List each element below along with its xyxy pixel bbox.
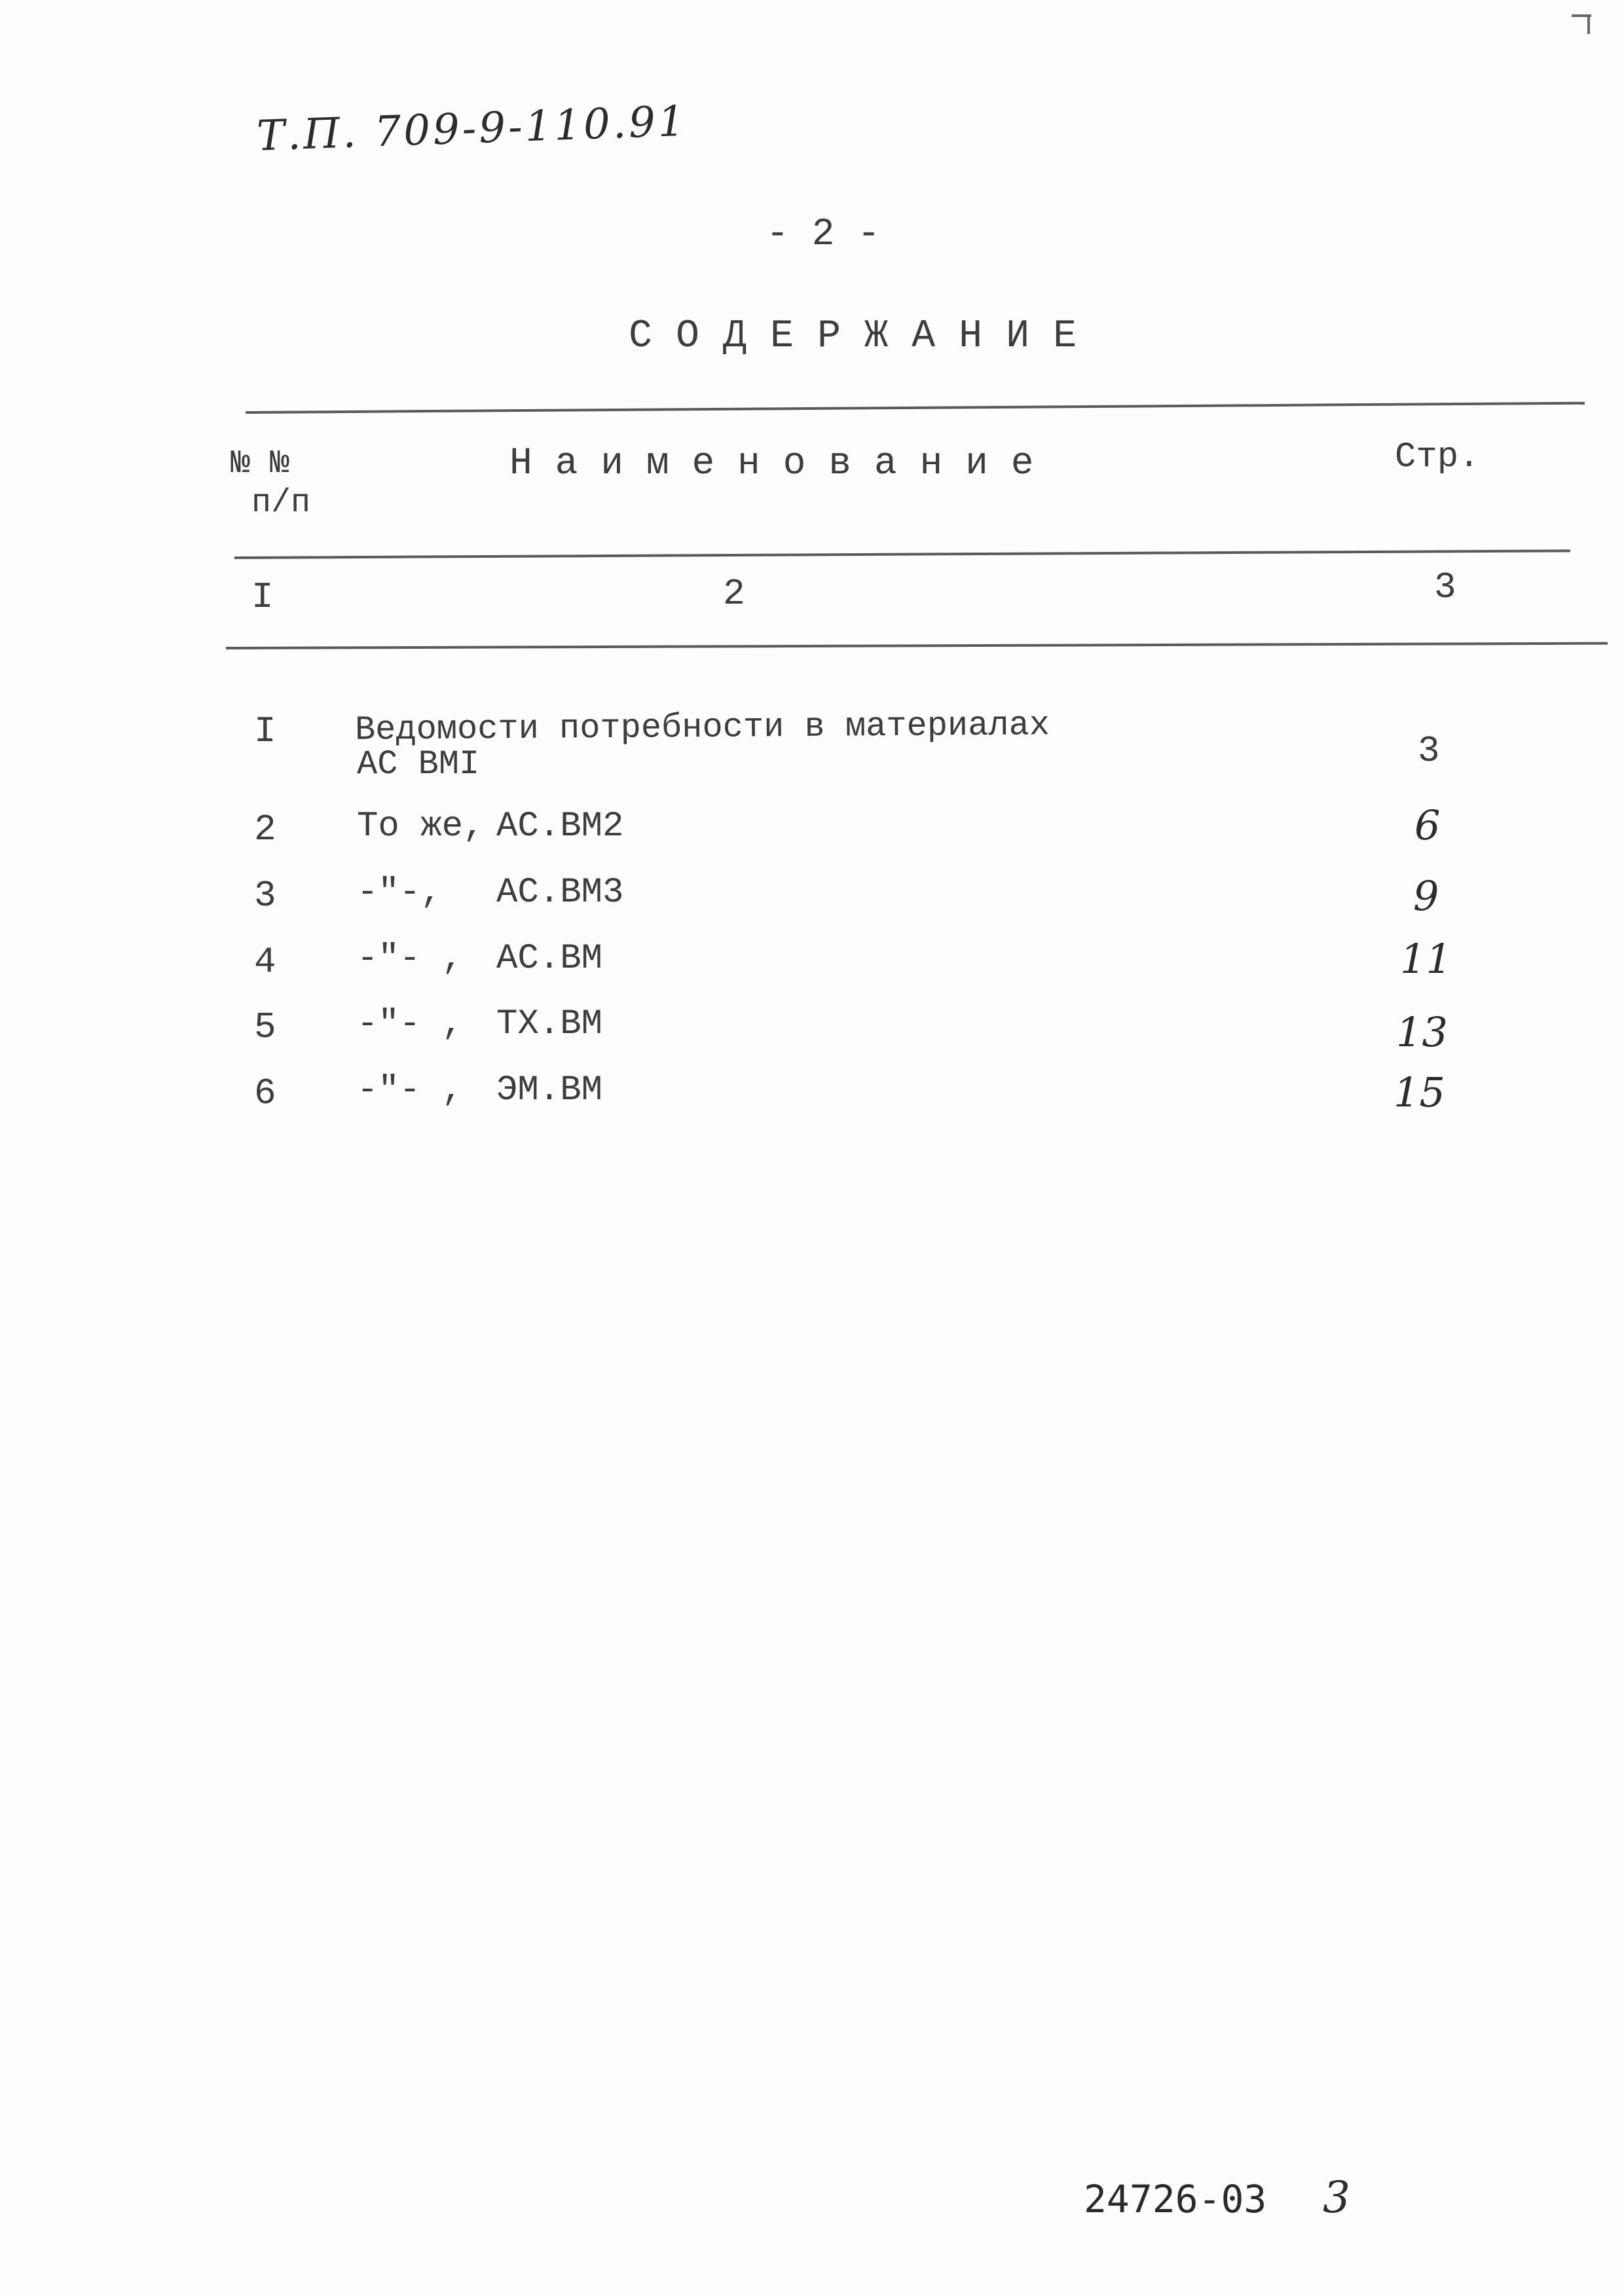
- row-5-code: ТХ.ВМ: [496, 1004, 603, 1044]
- row-2-name-prefix: То же,: [357, 807, 485, 847]
- row-5-name-prefix: -"- ,: [357, 1004, 464, 1044]
- row-6-name-prefix: -"- ,: [357, 1070, 464, 1110]
- column-header-number-bottom: п/п: [251, 484, 311, 522]
- column-header-page: Стр.: [1395, 437, 1480, 477]
- row-2-code: АС.ВМ2: [496, 807, 624, 847]
- archive-number: 24726-03: [1084, 2177, 1267, 2221]
- page-marker: - 2 -: [766, 213, 881, 256]
- row-3-code: АС.ВМ3: [496, 873, 624, 913]
- row-4-name-prefix: -"- ,: [357, 939, 464, 979]
- column-number-3: 3: [1434, 566, 1456, 608]
- sheet-number: 3: [1323, 2172, 1350, 2223]
- column-header-number-top: № №: [231, 445, 290, 483]
- row-3-name-prefix: -"-,: [357, 873, 442, 913]
- table-top-rule: [246, 402, 1585, 414]
- row-1-name-line2: АС ВМI: [357, 745, 480, 784]
- row-5-number: 5: [254, 1006, 276, 1048]
- row-1-name-line1: Ведомости потребности в материалах: [354, 706, 1050, 750]
- row-4-page: 11: [1400, 935, 1452, 983]
- row-2-number: 2: [254, 809, 276, 850]
- page-title: С О Д Е Р Ж А Н И Е: [629, 314, 1077, 359]
- row-4-number: 4: [254, 941, 276, 983]
- column-number-2: 2: [723, 573, 745, 615]
- row-3-page: 9: [1413, 872, 1439, 920]
- row-1-number: I: [254, 710, 276, 752]
- crop-mark: [1572, 14, 1591, 37]
- table-column-numbers-rule: [226, 642, 1608, 649]
- column-number-1: I: [251, 576, 274, 618]
- row-5-page: 13: [1396, 1008, 1448, 1056]
- document-code: Т.П. 709-9-110.91: [255, 97, 688, 161]
- row-1-page: 3: [1418, 730, 1440, 772]
- table-header-rule: [234, 549, 1570, 559]
- row-2-page: 6: [1414, 801, 1441, 849]
- row-6-code: ЭМ.ВМ: [496, 1070, 603, 1110]
- row-4-code: АС.ВМ: [496, 939, 603, 979]
- row-6-number: 6: [254, 1072, 276, 1114]
- column-header-name: Н а и м е н о в а н и е: [509, 443, 1034, 485]
- row-3-number: 3: [254, 875, 276, 917]
- row-6-page: 15: [1393, 1068, 1445, 1116]
